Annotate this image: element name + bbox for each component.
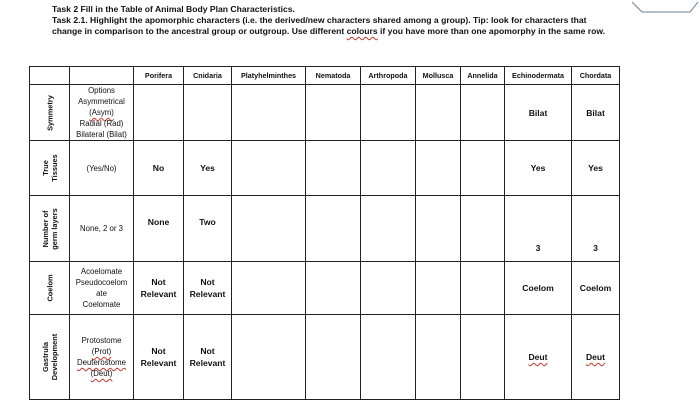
column-header: Nematoda [306, 67, 361, 85]
task-instructions [52, 4, 682, 37]
column-header: Platyhelminthes [232, 67, 306, 85]
table-cell[interactable] [232, 196, 306, 262]
table-cell[interactable] [461, 262, 505, 315]
row-label: Coelom [45, 274, 54, 302]
table-cell[interactable] [361, 85, 416, 141]
table-cell[interactable] [232, 262, 306, 315]
table-cell[interactable]: Not Relevant [184, 262, 232, 315]
table-cell[interactable] [232, 141, 306, 196]
table-cell[interactable] [361, 141, 416, 196]
column-header: Cnidaria [184, 67, 232, 85]
column-header: Annelida [461, 67, 505, 85]
table-cell[interactable]: None [134, 196, 184, 262]
table-cell[interactable] [461, 315, 505, 400]
table-cell[interactable] [361, 262, 416, 315]
row-label: Number of germ layers [40, 207, 59, 250]
column-header: Porifera [134, 67, 184, 85]
table-row-symmetry [30, 85, 620, 141]
table-cell[interactable]: Not Relevant [134, 315, 184, 400]
corner-cell [30, 67, 70, 85]
table-cell[interactable] [232, 85, 306, 141]
table-cell[interactable] [306, 196, 361, 262]
column-header: Arthropoda [361, 67, 416, 85]
table-cell[interactable] [461, 196, 505, 262]
task-line-2: change in comparison to the ancestral group or outgroup. Use different colours if you have more than one apomorphy in the same row. [52, 26, 606, 36]
table-cell[interactable] [361, 315, 416, 400]
table-cell[interactable] [232, 315, 306, 400]
table-cell[interactable]: Coelom [505, 262, 572, 315]
options-cell: Protostome (Prot) Deuterostome (Deut) [70, 315, 134, 400]
options-cell: (Yes/No) [70, 141, 134, 196]
table-cell[interactable] [184, 85, 232, 141]
table-cell[interactable]: Yes [572, 141, 620, 196]
row-label: Symmetry [45, 94, 54, 131]
table-cell[interactable]: Bilat [572, 85, 620, 141]
row-label-cell [30, 141, 70, 196]
options-cell: Options Asymmetrical (Asym) Radial (Rad) Bilateral (Bilat) [70, 85, 134, 141]
column-header: Chordata [572, 67, 620, 85]
table-row-true-tissues [30, 141, 620, 196]
table-cell[interactable] [461, 141, 505, 196]
table-row-gastrula [30, 315, 620, 400]
task-title: Task 2 Fill in the Table of Animal Body Plan Characteristics. [52, 4, 295, 14]
table-cell[interactable]: Not Relevant [184, 315, 232, 400]
row-label: True Tissues [40, 154, 59, 182]
column-header: Mollusca [416, 67, 461, 85]
table-row-coelom [30, 262, 620, 315]
table-cell[interactable]: Two [184, 196, 232, 262]
colours-word: colours [346, 26, 378, 36]
row-label-cell [30, 262, 70, 315]
column-header: Echinodermata [505, 67, 572, 85]
table-cell[interactable] [416, 315, 461, 400]
table-cell[interactable] [306, 262, 361, 315]
table-cell[interactable] [306, 315, 361, 400]
table-cell[interactable] [306, 141, 361, 196]
table-cell[interactable]: 3 [505, 196, 572, 262]
table-cell[interactable]: Coelom [572, 262, 620, 315]
task-line-1: Task 2.1. Highlight the apomorphic characters (i.e. the derived/new characters shared among a group). Tip: look for characters that [52, 15, 587, 25]
row-label-cell [30, 196, 70, 262]
table-cell[interactable]: Deut [572, 315, 620, 400]
body-plan-table [29, 66, 620, 400]
table-cell[interactable] [361, 196, 416, 262]
options-cell: None, 2 or 3 [70, 196, 134, 262]
options-header-cell [70, 67, 134, 85]
table-cell[interactable]: Deut [505, 315, 572, 400]
table-cell[interactable] [134, 85, 184, 141]
table-cell[interactable] [416, 85, 461, 141]
row-label-cell [30, 85, 70, 141]
table-cell[interactable] [416, 262, 461, 315]
table-cell[interactable]: Yes [184, 141, 232, 196]
header-row [30, 67, 620, 85]
table-cell[interactable]: 3 [572, 196, 620, 262]
table-cell[interactable] [416, 196, 461, 262]
table-cell[interactable]: Yes [505, 141, 572, 196]
row-label-cell [30, 315, 70, 400]
table-cell[interactable] [306, 85, 361, 141]
table-row-germ-layers [30, 196, 620, 262]
row-label: Gastrula Development [40, 333, 59, 381]
table-cell[interactable]: Not Relevant [134, 262, 184, 315]
table-cell[interactable]: Bilat [505, 85, 572, 141]
options-cell: Acoelomate Pseudocoelom ate Coelomate [70, 262, 134, 315]
table-cell[interactable] [416, 141, 461, 196]
table-cell[interactable] [461, 85, 505, 141]
table-cell[interactable]: No [134, 141, 184, 196]
